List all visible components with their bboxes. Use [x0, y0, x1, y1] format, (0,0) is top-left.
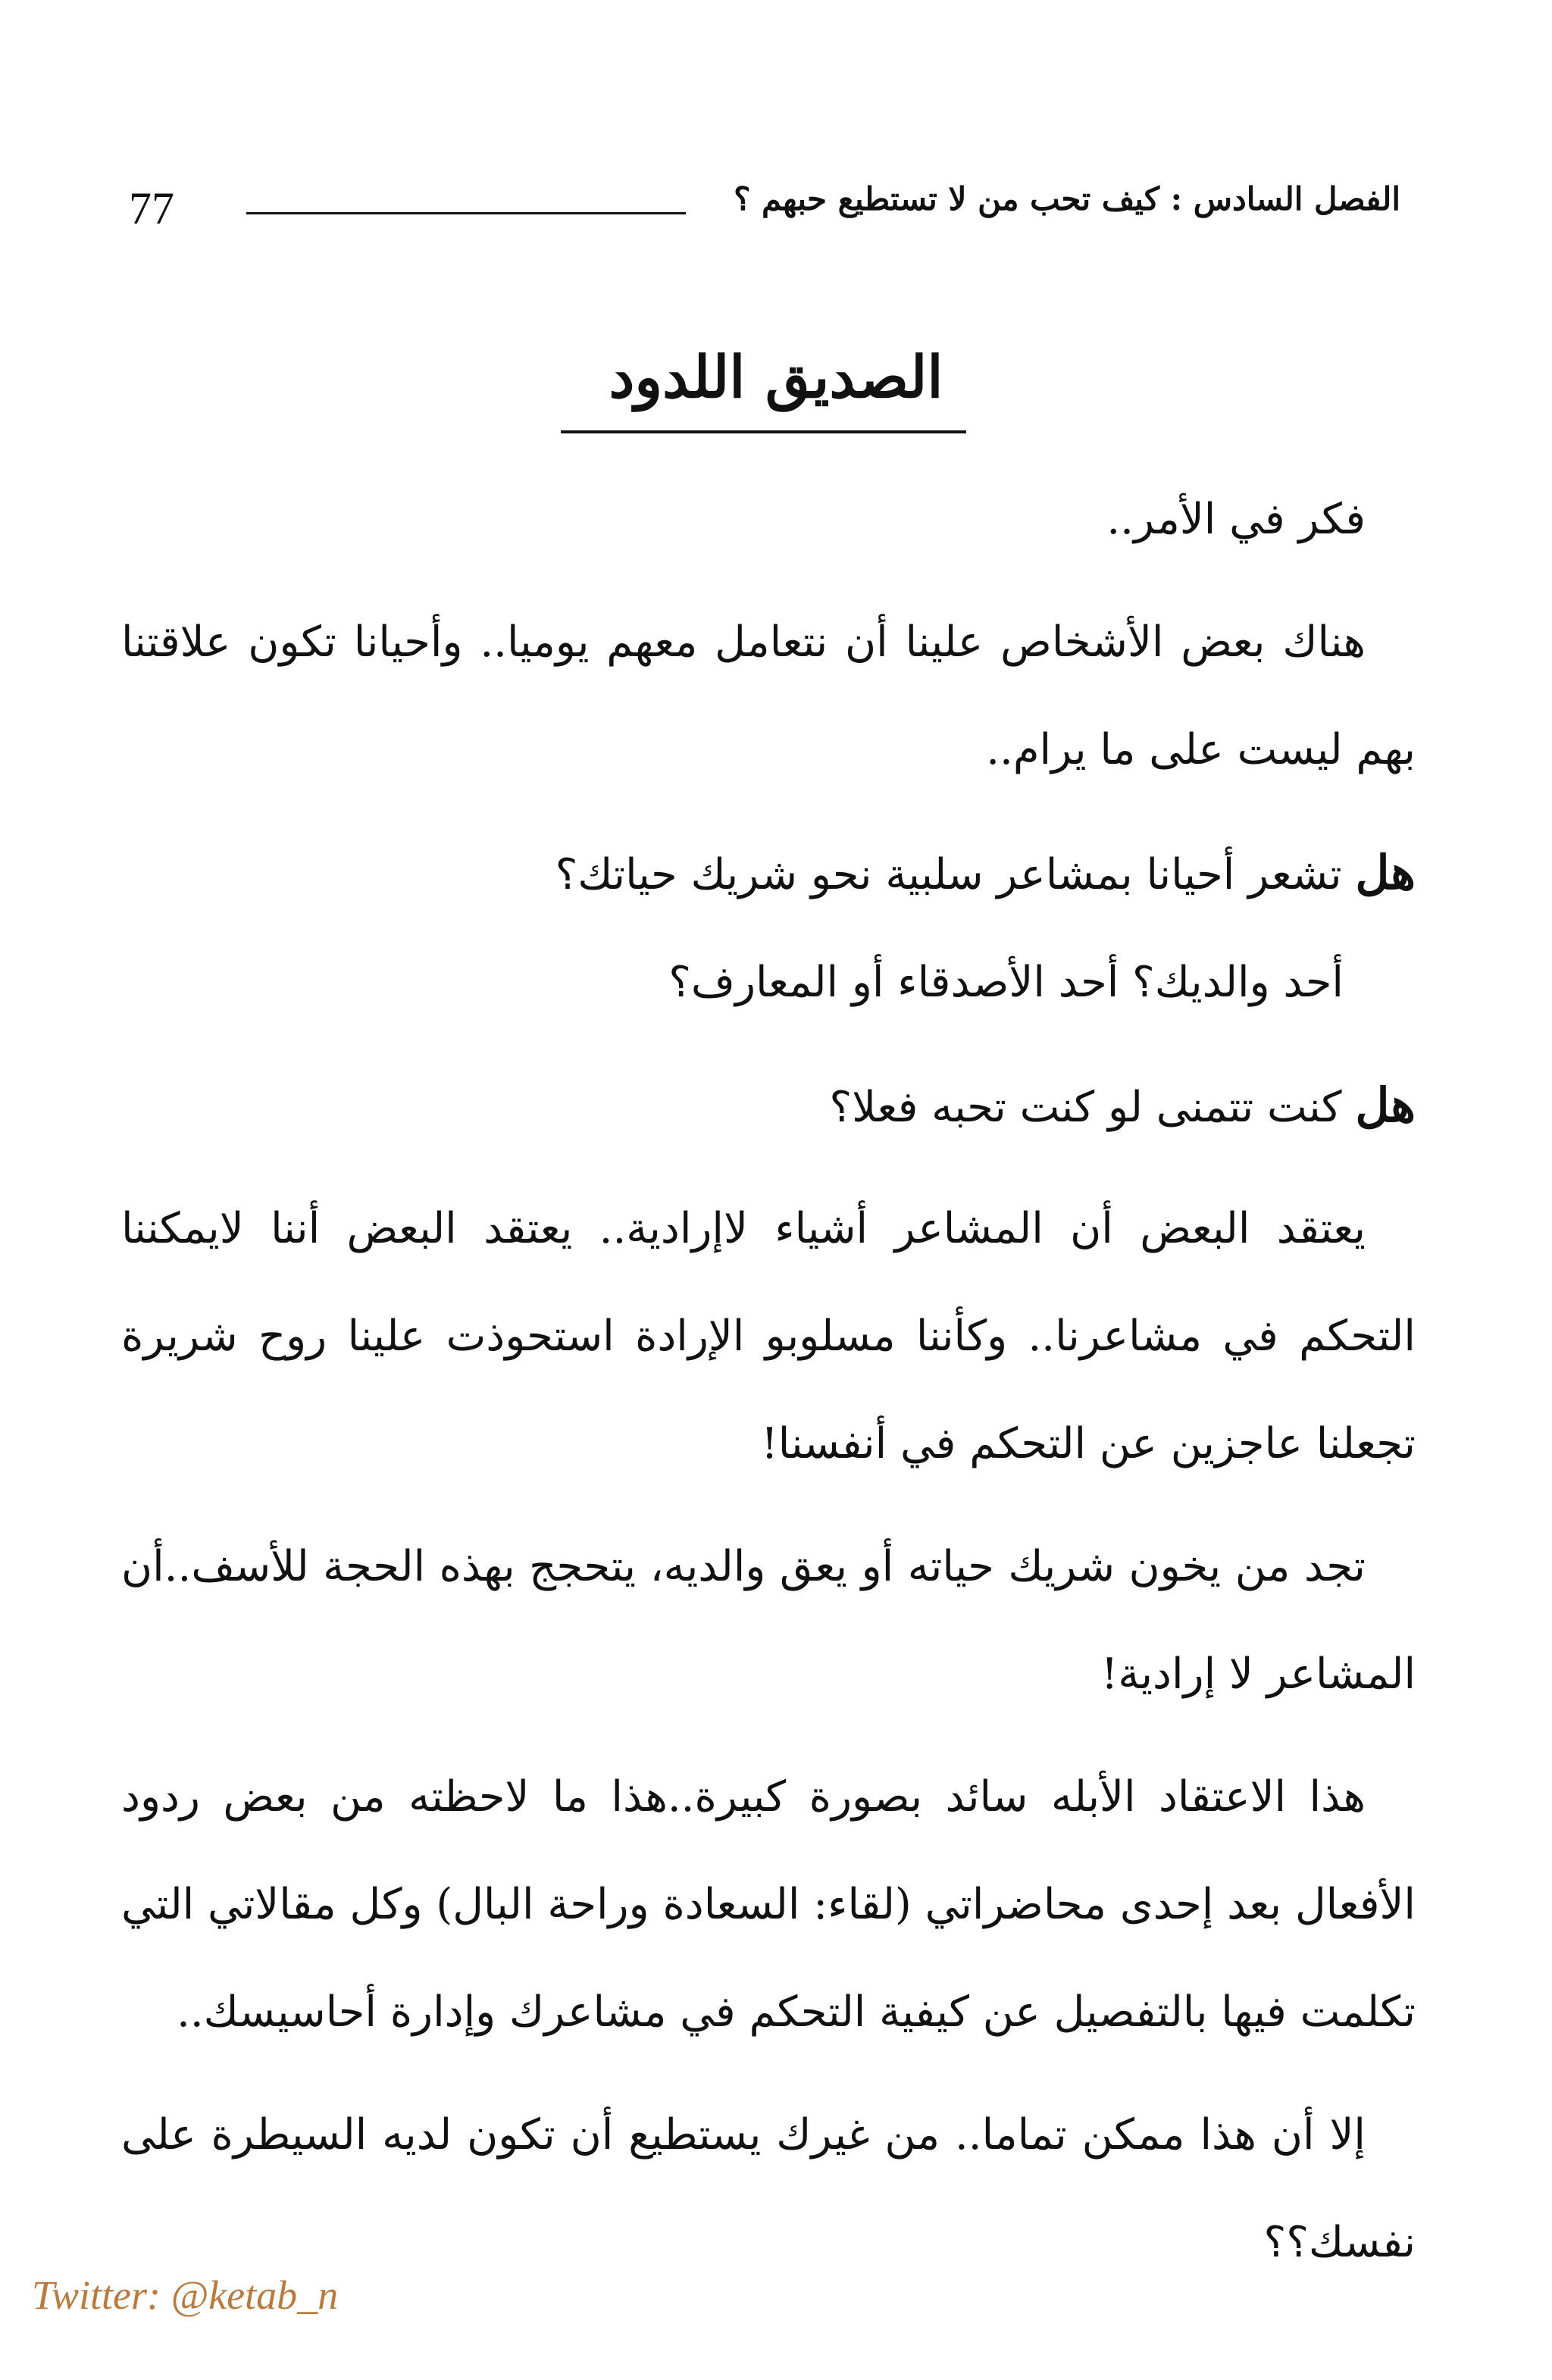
body-text	[121, 466, 1416, 2312]
section-title: الصديق اللدود	[609, 343, 943, 411]
question-2-text: كنت تتمنى لو كنت تحبه فعلا؟	[829, 1083, 1342, 1132]
watermark: Twitter: @ketab_n	[32, 2272, 339, 2318]
section-title-wrapper	[0, 341, 1552, 413]
question-1-followup: أحد والديك؟ أحد الأصدقاء أو المعارف؟	[668, 958, 1344, 1007]
title-underline	[561, 430, 966, 433]
question-1-keyword: هل	[1355, 845, 1416, 900]
paragraph-4: تجد من يخون شريك حياته أو يعق والديه، يتحجج بهذه الحجة للأسف..أن المشاعر لا إرادية!	[121, 1542, 1416, 1699]
paragraph-3: يعتقد البعض أن المشاعر أشياء لاإرادية.. يعتقد البعض أننا لايمكننا التحكم في مشاعرنا.. وكأننا مسلوبو الإرادة استحوذت علينا روح شريرة تجعلنا عاجزين عن التحكم في أنفسنا!	[121, 1204, 1416, 1468]
paragraph-2: هناك بعض الأشخاص علينا أن نتعامل معهم يوميا.. وأحيانا تكون علاقتنا بهم ليست على ما يرام..	[121, 618, 1416, 774]
header-rule	[246, 212, 686, 214]
paragraph-1: فكر في الأمر..	[1106, 495, 1366, 544]
question-1-text: تشعر أحيانا بمشاعر سلبية نحو شريك حياتك؟	[555, 850, 1342, 899]
running-head: الفصل السادس : كيف تحب من لا تستطيع حبهم ؟	[734, 180, 1400, 217]
question-2-keyword: هل	[1355, 1077, 1416, 1133]
question-2	[121, 1052, 1416, 1162]
question-1	[121, 819, 1416, 929]
paragraph-6: إلا أن هذا ممكن تماما.. من غيرك يستطيع أن تكون لديه السيطرة على نفسك؟؟	[121, 2110, 1416, 2267]
paragraph-5: هذا الاعتقاد الأبله سائد بصورة كبيرة..هذا ما لاحظته من بعض ردود الأفعال بعد إحدى محاضراتي (لقاء: السعادة وراحة البال) وكل مقالاتي التي تكلمت فيها بالتفصيل عن كيفية التحكم في مشاعرك وإدارة أحاسيسك..	[121, 1772, 1416, 2037]
page-number: 77	[129, 183, 174, 233]
